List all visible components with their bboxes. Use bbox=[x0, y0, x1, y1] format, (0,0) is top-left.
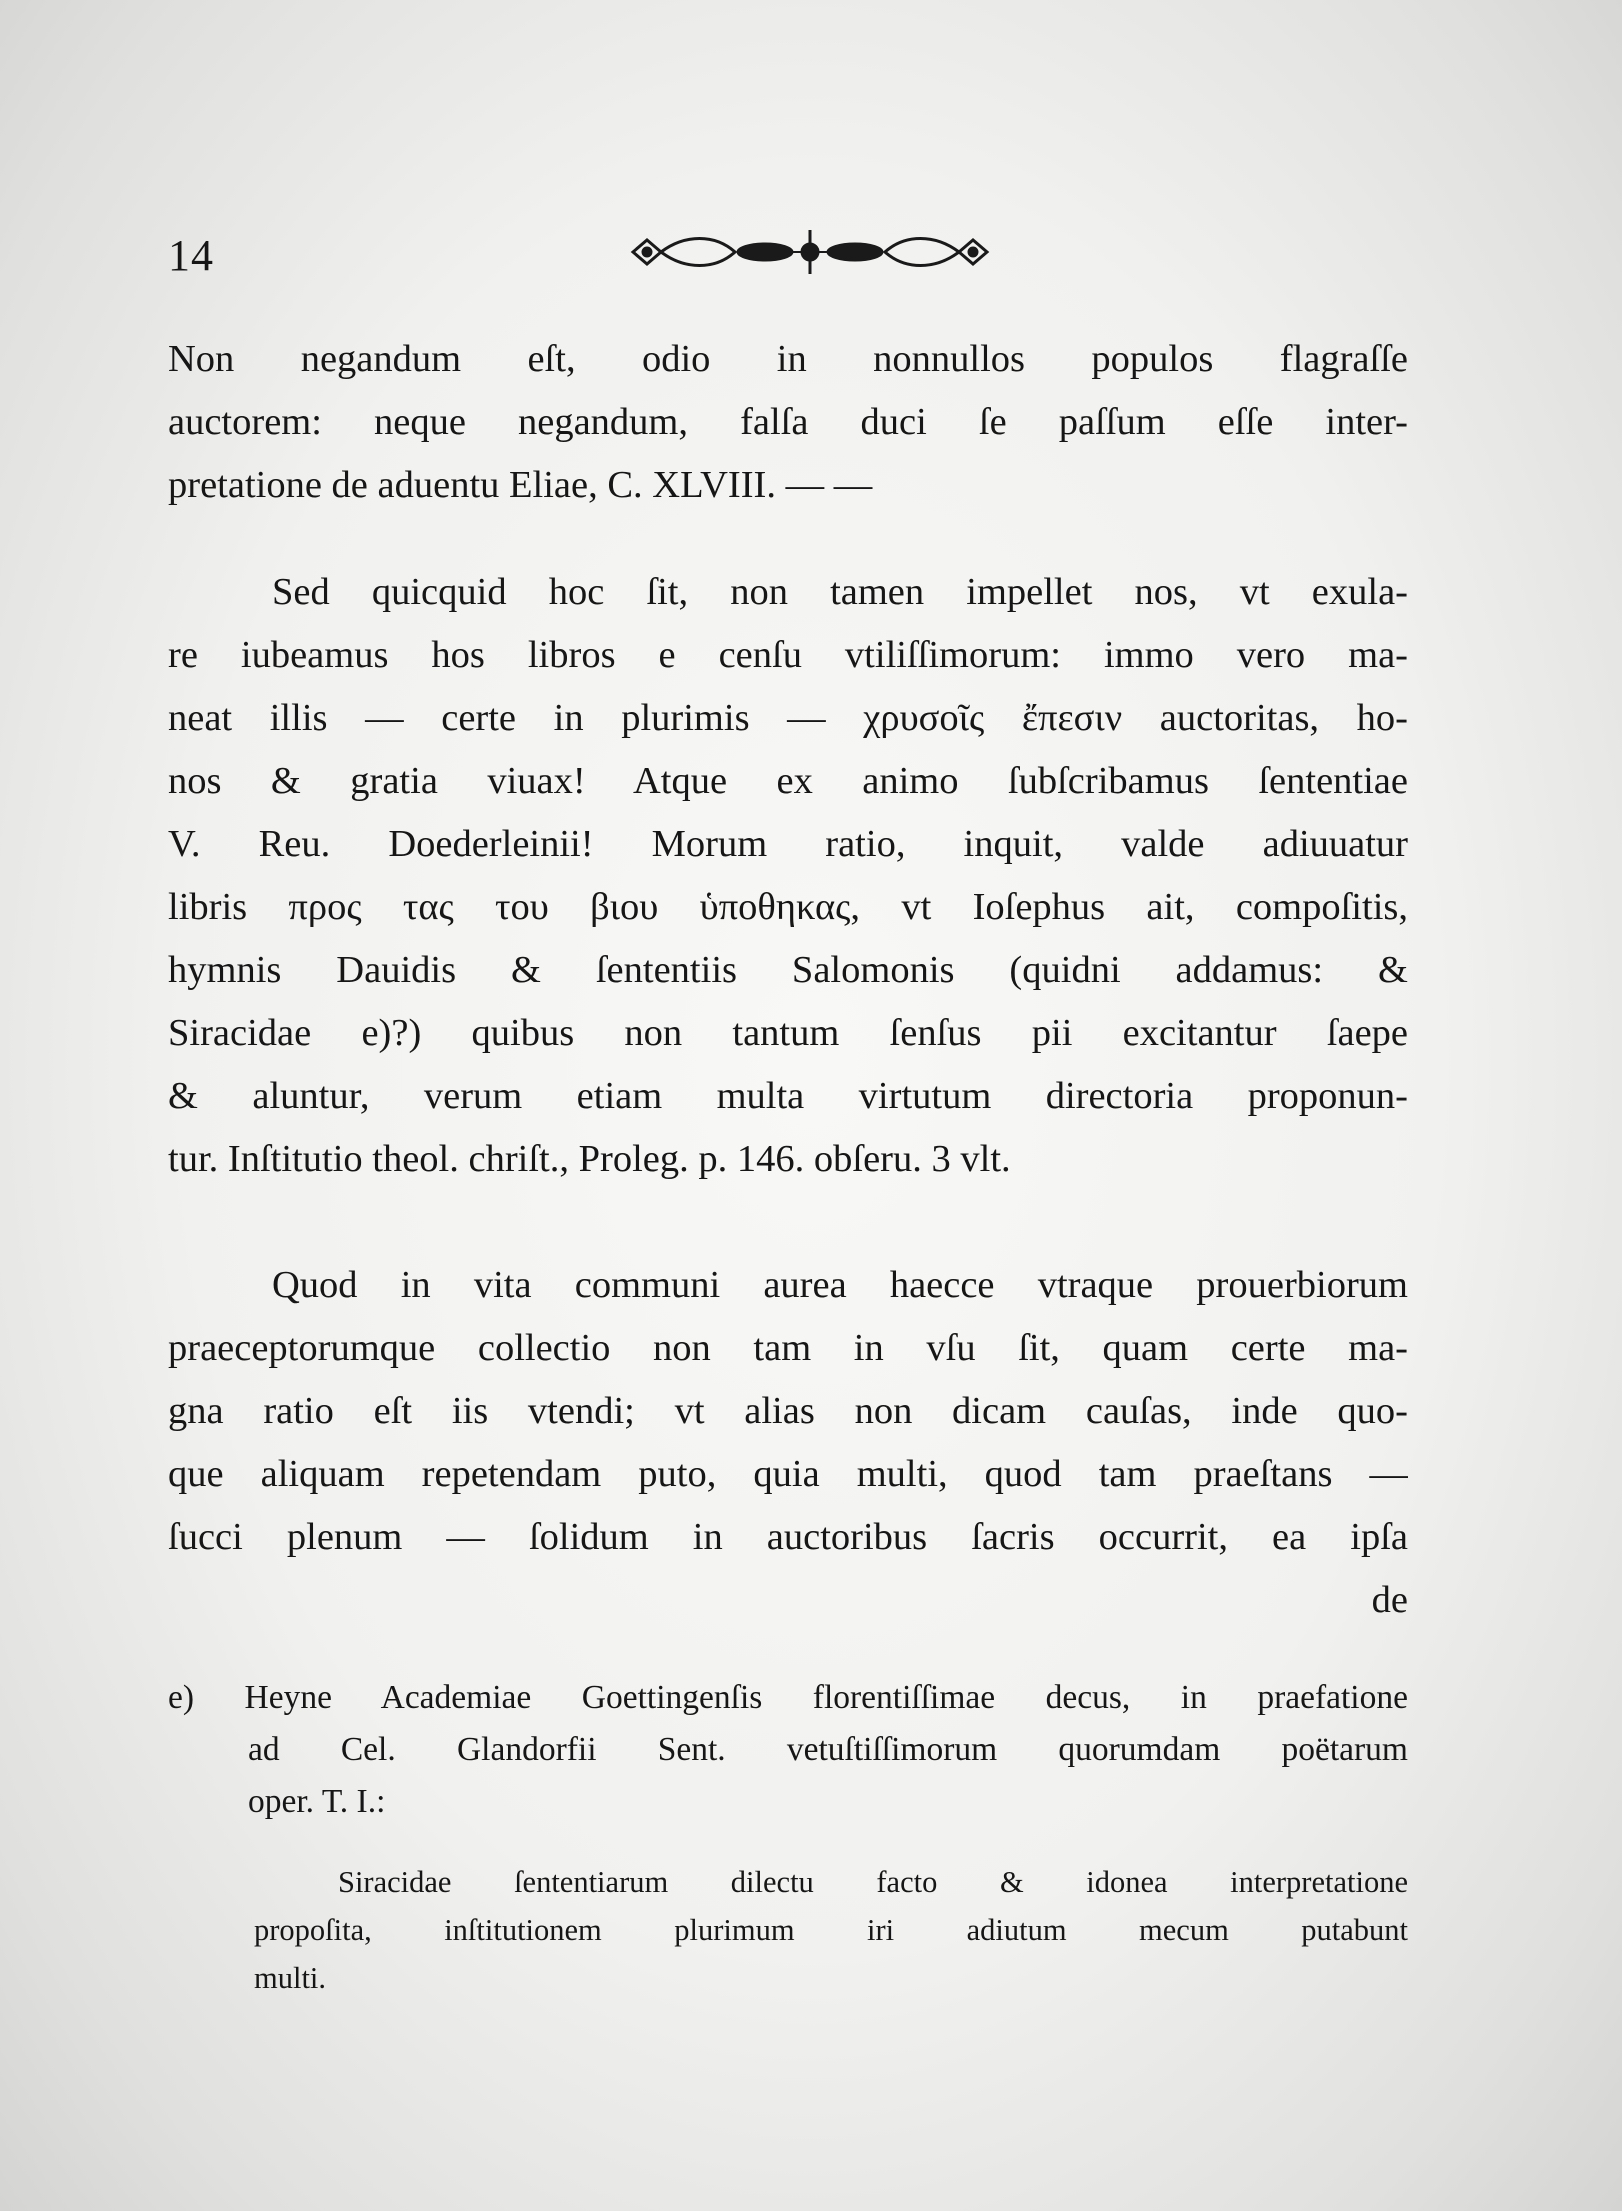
quote-line: Siracidae ſententiarum dilectu facto & idonea interpretatione bbox=[338, 1865, 1408, 1899]
text-line: & aluntur, verum etiam multa virtutum directoria proponun- bbox=[168, 1075, 1408, 1117]
footnote-line: oper. T. I.: bbox=[248, 1783, 386, 1820]
text-line: tur. Inſtitutio theol. chriſt., Proleg. p. 146. obſeru. 3 vlt. bbox=[168, 1138, 1011, 1180]
catchword: de bbox=[1371, 1579, 1408, 1621]
quote-line: multi. bbox=[254, 1961, 327, 1995]
text-line: hymnis Dauidis & ſententiis Salomonis (quidni addamus: & bbox=[168, 949, 1408, 991]
text-line: libris προς τας του βιου ὑποθηκας, vt Ioſephus ait, compoſitis, bbox=[168, 886, 1408, 928]
footnote-line: e) Heyne Academiae Goettingenſis florentiſſimae decus, in praefatione bbox=[168, 1679, 1408, 1716]
page-number: 14 bbox=[168, 231, 214, 280]
footnote-line: ad Cel. Glandorfii Sent. vetuſtiſſimorum quorumdam poëtarum bbox=[248, 1731, 1408, 1768]
text-line: re iubeamus hos libros e cenſu vtiliſſimorum: immo vero ma- bbox=[168, 634, 1408, 676]
text-line: gna ratio eſt iis vtendi; vt alias non dicam cauſas, inde quo- bbox=[168, 1390, 1408, 1432]
text-line: Non negandum eſt, odio in nonnullos populos flagraſſe bbox=[168, 338, 1408, 380]
paragraph-1 bbox=[168, 328, 1408, 517]
paragraph-3 bbox=[168, 1254, 1408, 1632]
text-line: neat illis — certe in plurimis — χρυσοῖς ἔπεσιν auctoritas, ho- bbox=[168, 697, 1408, 739]
text-line: V. Reu. Doederleinii! Morum ratio, inquit, valde adiuuatur bbox=[168, 823, 1408, 865]
text-line: nos & gratia viuax! Atque ex animo ſubſcribamus ſententiae bbox=[168, 760, 1408, 802]
text-line: ſucci plenum — ſolidum in auctoribus ſacris occurrit, ea ipſa bbox=[168, 1516, 1408, 1558]
text-line: que aliquam repetendam puto, quia multi, quod tam praeſtans — bbox=[168, 1453, 1408, 1495]
quote-line: propoſita, inſtitutionem plurimum iri adiutum mecum putabunt bbox=[254, 1913, 1408, 1947]
footnote-quote bbox=[168, 1858, 1408, 2002]
footnote bbox=[168, 1672, 1408, 1828]
text-line: Siracidae e)?) quibus non tantum ſenſus pii excitantur ſaepe bbox=[168, 1012, 1408, 1054]
text-line: praeceptorumque collectio non tam in vſu ſit, quam certe ma- bbox=[168, 1327, 1408, 1369]
text-line: auctorem: neque negandum, falſa duci ſe paſſum eſſe inter- bbox=[168, 401, 1408, 443]
paragraph-2 bbox=[168, 561, 1408, 1191]
text-line: pretatione de aduentu Eliae, C. XLVIII. — — bbox=[168, 464, 873, 506]
text-line: Quod in vita communi aurea haecce vtraque prouerbiorum bbox=[272, 1264, 1408, 1306]
floral-vignette-icon bbox=[625, 222, 995, 282]
text-line: Sed quicquid hoc ſit, non tamen impellet nos, vt exula- bbox=[272, 571, 1408, 613]
